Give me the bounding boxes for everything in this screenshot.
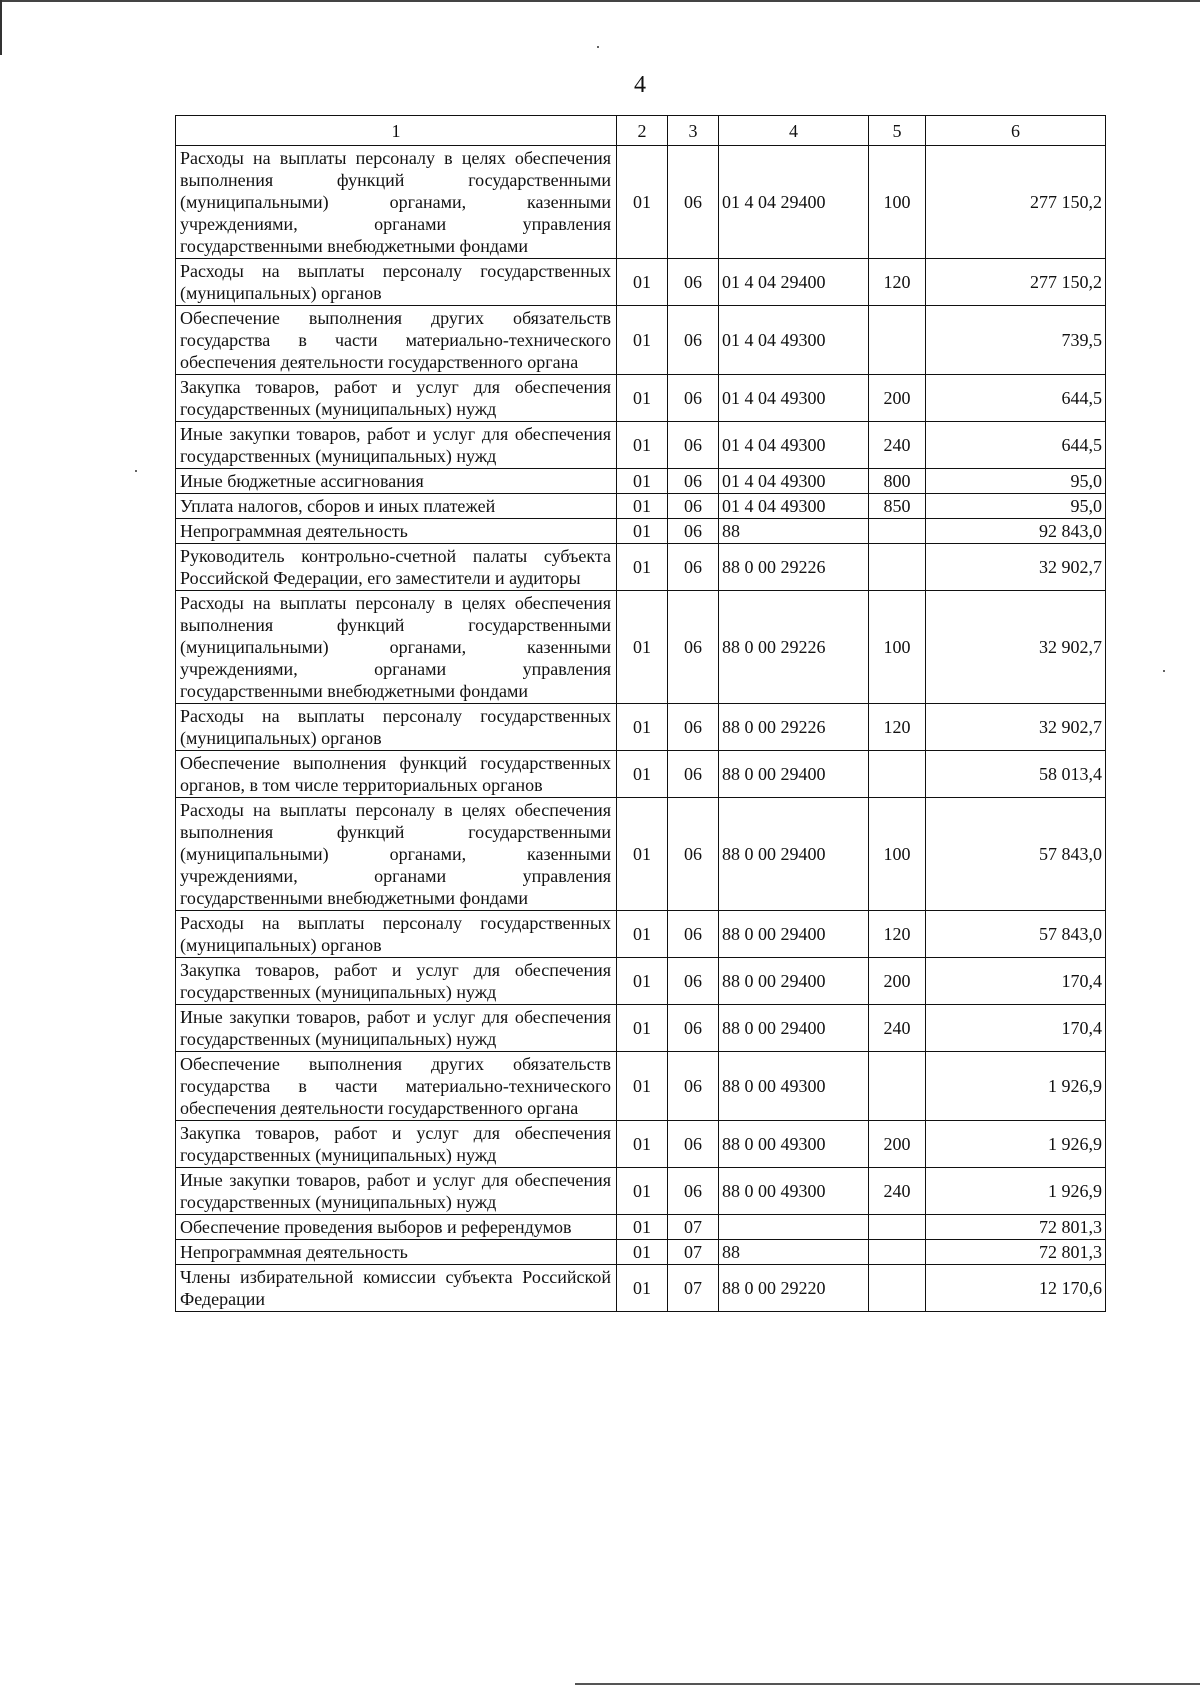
- section-code-cell: 01: [617, 544, 668, 591]
- target-article-cell: 01 4 04 49300: [719, 469, 869, 494]
- table-row: [176, 422, 1106, 469]
- amount-cell: 57 843,0: [926, 911, 1106, 958]
- subsection-code-cell: 06: [668, 704, 719, 751]
- scan-speck: [135, 470, 137, 472]
- subsection-code-cell: 06: [668, 798, 719, 911]
- table-row: [176, 146, 1106, 259]
- amount-cell: 1 926,9: [926, 1052, 1106, 1121]
- amount-cell: 95,0: [926, 469, 1106, 494]
- expense-name-cell: Расходы на выплаты персоналу государственных (муниципальных) органов: [176, 704, 617, 751]
- page-number: 4: [634, 72, 646, 98]
- section-code-cell: 01: [617, 1168, 668, 1215]
- subsection-code-cell: 06: [668, 375, 719, 422]
- section-code-cell: 01: [617, 751, 668, 798]
- expense-type-cell: 200: [869, 1121, 926, 1168]
- table-row: [176, 544, 1106, 591]
- budget-table-body: [176, 116, 1106, 1312]
- expense-name-cell: Обеспечение проведения выборов и референдумов: [176, 1215, 617, 1240]
- subsection-code-cell: 07: [668, 1265, 719, 1312]
- table-row: [176, 494, 1106, 519]
- target-article-cell: 01 4 04 49300: [719, 422, 869, 469]
- target-article-cell: 88 0 00 29226: [719, 591, 869, 704]
- target-article-cell: 88: [719, 519, 869, 544]
- expense-name-cell: Закупка товаров, работ и услуг для обеспечения государственных (муниципальных) нужд: [176, 1121, 617, 1168]
- amount-cell: 32 902,7: [926, 544, 1106, 591]
- table-row: [176, 798, 1106, 911]
- section-code-cell: 01: [617, 422, 668, 469]
- section-code-cell: 01: [617, 306, 668, 375]
- table-row: [176, 1215, 1106, 1240]
- section-code-cell: 01: [617, 146, 668, 259]
- section-code-cell: 01: [617, 1005, 668, 1052]
- expense-type-cell: 240: [869, 1005, 926, 1052]
- expense-type-cell: 240: [869, 422, 926, 469]
- section-code-cell: 01: [617, 375, 668, 422]
- expense-name-cell: Расходы на выплаты персоналу государственных (муниципальных) органов: [176, 259, 617, 306]
- expense-name-cell: Члены избирательной комиссии субъекта Российской Федерации: [176, 1265, 617, 1312]
- target-article-cell: 01 4 04 49300: [719, 375, 869, 422]
- amount-cell: 644,5: [926, 375, 1106, 422]
- target-article-cell: 01 4 04 49300: [719, 306, 869, 375]
- expense-name-cell: Закупка товаров, работ и услуг для обеспечения государственных (муниципальных) нужд: [176, 958, 617, 1005]
- expense-name-cell: Расходы на выплаты персоналу государственных (муниципальных) органов: [176, 911, 617, 958]
- target-article-cell: 01 4 04 29400: [719, 259, 869, 306]
- expense-type-cell: 120: [869, 704, 926, 751]
- table-row: [176, 911, 1106, 958]
- scan-edge-top: [0, 0, 1200, 2]
- expense-name-cell: Уплата налогов, сборов и иных платежей: [176, 494, 617, 519]
- subsection-code-cell: 06: [668, 911, 719, 958]
- expense-name-cell: Закупка товаров, работ и услуг для обеспечения государственных (муниципальных) нужд: [176, 375, 617, 422]
- subsection-code-cell: 07: [668, 1240, 719, 1265]
- expense-name-cell: Расходы на выплаты персоналу в целях обеспечения выполнения функций государственными (муниципальными) органами, казенными учреждениями, органами управления государственными внебюджетными фондами: [176, 798, 617, 911]
- table-row: [176, 591, 1106, 704]
- expense-name-cell: Расходы на выплаты персоналу в целях обеспечения выполнения функций государственными (муниципальными) органами, казенными учреждениями, органами управления государственными внебюджетными фондами: [176, 591, 617, 704]
- target-article-cell: 88: [719, 1240, 869, 1265]
- subsection-code-cell: 06: [668, 1121, 719, 1168]
- table-row: [176, 306, 1106, 375]
- target-article-cell: 88 0 00 29220: [719, 1265, 869, 1312]
- subsection-code-cell: 06: [668, 146, 719, 259]
- amount-cell: 1 926,9: [926, 1168, 1106, 1215]
- subsection-code-cell: 06: [668, 1005, 719, 1052]
- table-row: [176, 1265, 1106, 1312]
- section-code-cell: 01: [617, 958, 668, 1005]
- expense-name-cell: Иные закупки товаров, работ и услуг для обеспечения государственных (муниципальных) нужд: [176, 422, 617, 469]
- expense-name-cell: Обеспечение выполнения функций государственных органов, в том числе территориальных органов: [176, 751, 617, 798]
- section-code-cell: 01: [617, 519, 668, 544]
- table-row: [176, 1168, 1106, 1215]
- section-code-cell: 01: [617, 259, 668, 306]
- column-header: 6: [926, 116, 1106, 146]
- target-article-cell: 88 0 00 49300: [719, 1121, 869, 1168]
- expense-type-cell: 120: [869, 259, 926, 306]
- column-header: 2: [617, 116, 668, 146]
- table-row: [176, 1005, 1106, 1052]
- amount-cell: 277 150,2: [926, 259, 1106, 306]
- table-row: [176, 1121, 1106, 1168]
- expense-type-cell: 100: [869, 591, 926, 704]
- target-article-cell: 88 0 00 29400: [719, 911, 869, 958]
- expense-type-cell: [869, 1240, 926, 1265]
- table-row: [176, 469, 1106, 494]
- target-article-cell: [719, 1215, 869, 1240]
- subsection-code-cell: 06: [668, 1168, 719, 1215]
- column-header: 3: [668, 116, 719, 146]
- section-code-cell: 01: [617, 1215, 668, 1240]
- section-code-cell: 01: [617, 911, 668, 958]
- expense-type-cell: 100: [869, 146, 926, 259]
- subsection-code-cell: 06: [668, 494, 719, 519]
- section-code-cell: 01: [617, 1240, 668, 1265]
- target-article-cell: 88 0 00 49300: [719, 1052, 869, 1121]
- subsection-code-cell: 06: [668, 422, 719, 469]
- expense-name-cell: Непрограммная деятельность: [176, 519, 617, 544]
- expense-name-cell: Обеспечение выполнения других обязательств государства в части материально-технического обеспечения деятельности государственного органа: [176, 1052, 617, 1121]
- expense-type-cell: 120: [869, 911, 926, 958]
- target-article-cell: 88 0 00 29400: [719, 751, 869, 798]
- expense-type-cell: [869, 751, 926, 798]
- target-article-cell: 01 4 04 29400: [719, 146, 869, 259]
- expense-name-cell: Иные закупки товаров, работ и услуг для обеспечения государственных (муниципальных) нужд: [176, 1005, 617, 1052]
- scan-edge-bottom: [575, 1683, 1200, 1685]
- scan-edge-left: [0, 0, 2, 55]
- scan-speck: [597, 46, 599, 48]
- subsection-code-cell: 06: [668, 306, 719, 375]
- amount-cell: 57 843,0: [926, 798, 1106, 911]
- amount-cell: 72 801,3: [926, 1240, 1106, 1265]
- expense-type-cell: 800: [869, 469, 926, 494]
- column-header: 5: [869, 116, 926, 146]
- amount-cell: 277 150,2: [926, 146, 1106, 259]
- target-article-cell: 01 4 04 49300: [719, 494, 869, 519]
- amount-cell: 92 843,0: [926, 519, 1106, 544]
- target-article-cell: 88 0 00 29226: [719, 704, 869, 751]
- target-article-cell: 88 0 00 29400: [719, 798, 869, 911]
- amount-cell: 12 170,6: [926, 1265, 1106, 1312]
- amount-cell: 644,5: [926, 422, 1106, 469]
- section-code-cell: 01: [617, 704, 668, 751]
- expense-name-cell: Обеспечение выполнения других обязательств государства в части материально-технического обеспечения деятельности государственного органа: [176, 306, 617, 375]
- expense-type-cell: [869, 544, 926, 591]
- expense-type-cell: 240: [869, 1168, 926, 1215]
- subsection-code-cell: 06: [668, 544, 719, 591]
- section-code-cell: 01: [617, 591, 668, 704]
- amount-cell: 72 801,3: [926, 1215, 1106, 1240]
- table-row: [176, 751, 1106, 798]
- table-row: [176, 1240, 1106, 1265]
- table-row: [176, 704, 1106, 751]
- amount-cell: 1 926,9: [926, 1121, 1106, 1168]
- subsection-code-cell: 06: [668, 751, 719, 798]
- section-code-cell: 01: [617, 1052, 668, 1121]
- expense-type-cell: 200: [869, 958, 926, 1005]
- expense-name-cell: Руководитель контрольно-счетной палаты субъекта Российской Федерации, его заместители и аудиторы: [176, 544, 617, 591]
- section-code-cell: 01: [617, 1121, 668, 1168]
- subsection-code-cell: 06: [668, 519, 719, 544]
- table-header-row: [176, 116, 1106, 146]
- target-article-cell: 88 0 00 49300: [719, 1168, 869, 1215]
- expense-name-cell: Иные закупки товаров, работ и услуг для обеспечения государственных (муниципальных) нужд: [176, 1168, 617, 1215]
- section-code-cell: 01: [617, 469, 668, 494]
- section-code-cell: 01: [617, 798, 668, 911]
- expense-name-cell: Непрограммная деятельность: [176, 1240, 617, 1265]
- amount-cell: 170,4: [926, 958, 1106, 1005]
- table-row: [176, 1052, 1106, 1121]
- expense-type-cell: [869, 519, 926, 544]
- section-code-cell: 01: [617, 1265, 668, 1312]
- amount-cell: 58 013,4: [926, 751, 1106, 798]
- amount-cell: 739,5: [926, 306, 1106, 375]
- expense-type-cell: [869, 1265, 926, 1312]
- expense-type-cell: [869, 1215, 926, 1240]
- table-row: [176, 259, 1106, 306]
- subsection-code-cell: 07: [668, 1215, 719, 1240]
- table-row: [176, 519, 1106, 544]
- table-row: [176, 958, 1106, 1005]
- scan-speck: [1163, 670, 1165, 672]
- amount-cell: 95,0: [926, 494, 1106, 519]
- table-row: [176, 375, 1106, 422]
- target-article-cell: 88 0 00 29400: [719, 1005, 869, 1052]
- subsection-code-cell: 06: [668, 469, 719, 494]
- subsection-code-cell: 06: [668, 958, 719, 1005]
- expense-type-cell: [869, 306, 926, 375]
- budget-table: [175, 115, 1106, 1312]
- expense-name-cell: Расходы на выплаты персоналу в целях обеспечения выполнения функций государственными (муниципальными) органами, казенными учреждениями, органами управления государственными внебюджетными фондами: [176, 146, 617, 259]
- amount-cell: 170,4: [926, 1005, 1106, 1052]
- expense-type-cell: 850: [869, 494, 926, 519]
- amount-cell: 32 902,7: [926, 591, 1106, 704]
- amount-cell: 32 902,7: [926, 704, 1106, 751]
- expense-name-cell: Иные бюджетные ассигнования: [176, 469, 617, 494]
- section-code-cell: 01: [617, 494, 668, 519]
- expense-type-cell: 200: [869, 375, 926, 422]
- column-header: 4: [719, 116, 869, 146]
- expense-type-cell: [869, 1052, 926, 1121]
- target-article-cell: 88 0 00 29400: [719, 958, 869, 1005]
- column-header: 1: [176, 116, 617, 146]
- expense-type-cell: 100: [869, 798, 926, 911]
- subsection-code-cell: 06: [668, 591, 719, 704]
- subsection-code-cell: 06: [668, 259, 719, 306]
- subsection-code-cell: 06: [668, 1052, 719, 1121]
- target-article-cell: 88 0 00 29226: [719, 544, 869, 591]
